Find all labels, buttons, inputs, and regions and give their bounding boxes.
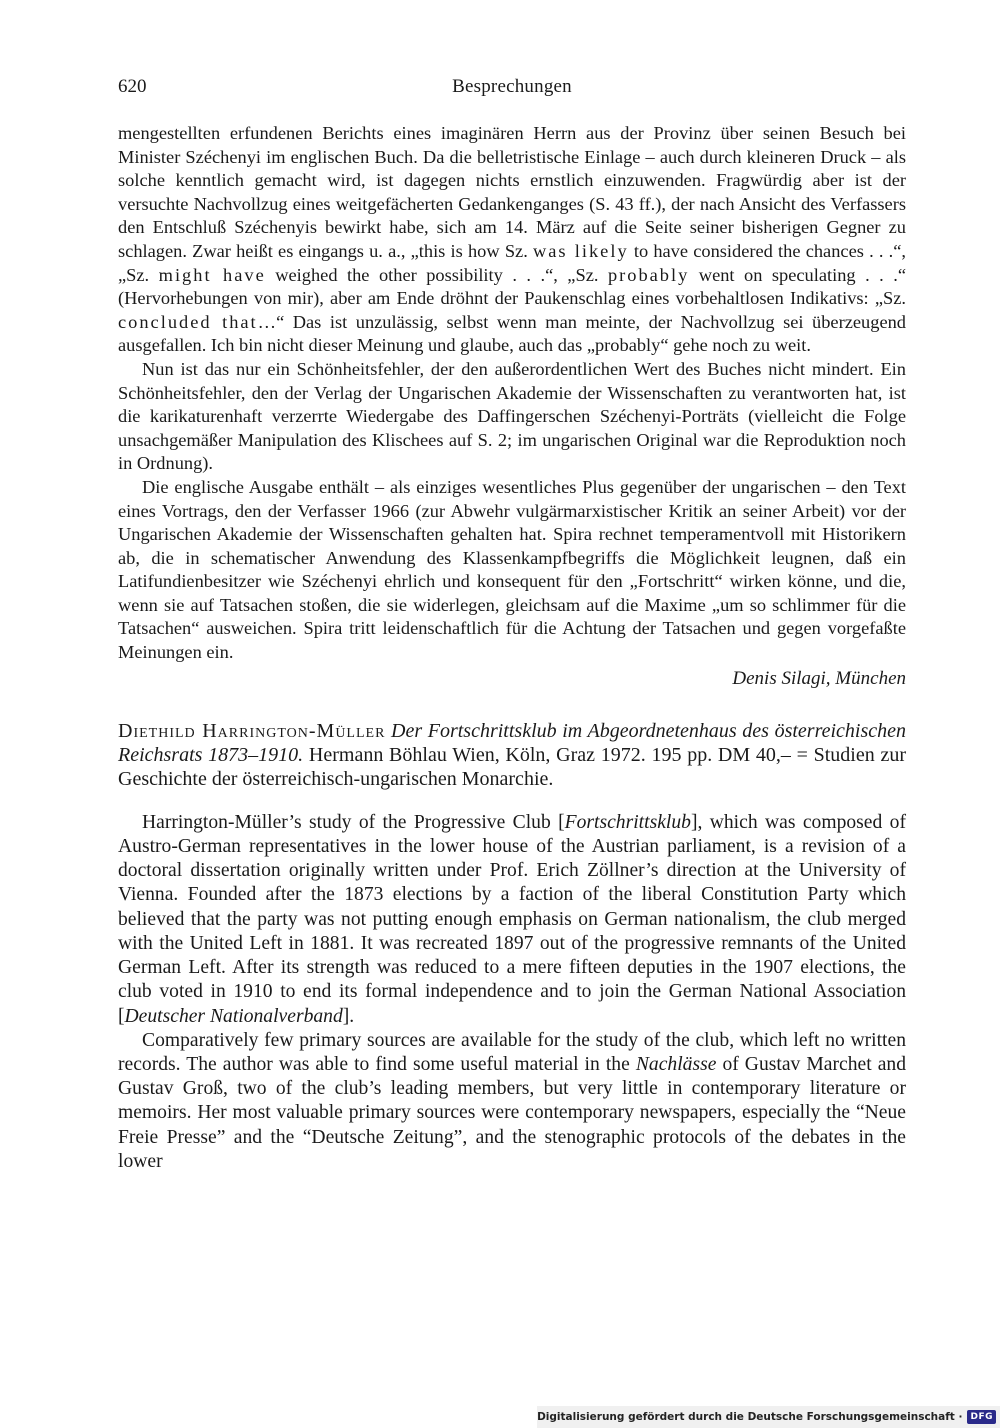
spaced-emphasis: was likely [532, 240, 629, 261]
article-body [118, 122, 906, 1174]
review1-paragraph-3: Die englische Ausgabe enthält – als einziges wesentliches Plus gegenüber der ungarischen – den Text eines Vortrags, den der Verfasser 1966 (zur Abwehr vulgärmarxistischer Kritik an seiner Arbeit) vor der Ungarischen Akademie der Wissenschaften gehalten hat. Spira rechnet temperamentvoll mit Historikern ab, die in schematischer Anwendung des Klassenkampfbegriffs die Möglichkeit leugnen, daß ein Latifundienbesitzer wie Széchenyi ehrlich und konsequent für den „Fortschritt“ wirken könne, und die, wenn sie auf Tatsachen stoßen, die sie widerlegen, gleichsam auf die Maxime „um so schlimmer für die Tatsachen“ ausweichen. Spira tritt leidenschaftlich für die Achtung der Tatsachen und gegen vorgefaßte Meinungen ein. [118, 476, 906, 663]
text-run: Harrington-Müller’s study of the Progressive Club [ [142, 811, 565, 833]
text-run: ], which was composed of Austro-German representatives in the lower house of the Austrian parliament, is a revision of a doctoral dissertation originally written under Prof. Erich Zöllner’s direction at the University of Vienna. Founded after the 1873 elections by a faction of the liberal Constitution Party which believed that the party was not putting enough emphasis on German nationalism, the club merged with the United Left in 1881. It was recreated 1897 out of the progressive remnants of the United German Left. After its strength was reduced to a mere fifteen deputies in the 1907 elections, the club voted in 1910 to end its formal independence and to join the German National Association [ [118, 811, 906, 1027]
review2-paragraph-2 [118, 1029, 906, 1174]
text-run: ]. [342, 1005, 355, 1027]
text-run: of Gustav Marchet and Gustav Groß, two of the club’s leading members, but very little in contemporary literature or memoirs. Her most valuable primary sources were contemporary newspapers, especially the “Neue Freie Presse” and the “Deutsche Zeitung”, and the stenographic protocols of the debates in the lower [118, 1053, 906, 1172]
footer-text: Digitalisierung gefördert durch die Deutsche Forschungsgemeinschaft · [537, 1411, 963, 1423]
text-run: mengestellten erfundenen Berichts eines imaginären Herrn aus der Provinz über seinen Besuch bei Minister Széchenyi im englischen Buch. Da die belletristische Einlage – auch durch kleineren Druck – als solche kenntlich gemacht wird, ist dagegen nichts ernstlich einzuwenden. Fragwürdig aber ist der versuchte Nachvollzug eines weitgefächerten Gedankenganges (S. 43 ff.), der nach Ansicht des Verfassers den Entschluß Széchenyis bewirkt habe, sich am 14. März auf die Seite seiner bisherigen Gegner zu schlagen. Zwar heißt es eingangs u. a., „this is how Sz. [118, 123, 906, 261]
page-number: 620 [118, 76, 147, 97]
citation-title: Der Fortschrittsklub im Abgeordnetenhaus des österreichischen Reichsrats 1873–1910. [118, 719, 907, 767]
digitization-footer [537, 1406, 1000, 1428]
text-run: Comparatively few primary sources are available for the study of the club, which left no written records. The author was able to find some useful material in the [118, 1029, 906, 1075]
citation-author: Diethild Harrington-Müller [118, 719, 386, 742]
text-run: went on speculating . . .“ (Hervorhebungen von mir), aber am Ende dröhnt der Paukenschlag eines vorbehaltlosen Indikativs: „Sz. [118, 264, 907, 309]
italic-term: Deutscher Nationalverband [124, 1005, 343, 1027]
review1-paragraph-1 [118, 122, 906, 358]
review1-paragraph-2: Nun ist das nur ein Schönheitsfehler, der den außerordentlichen Wert des Buches nicht mindert. Ein Schönheitsfehler, den der Verlag der Ungarischen Akademie der Wissenschaften zu verantworten hat, ist die karikaturenhaft verzerrte Wiedergabe des Daffingerschen Széchenyi-Porträts (vielleicht die Folge unsachgemäßer Manipulation des Klischees auf S. 2; im ungarischen Original war die Reproduktion noch in Ordnung). [118, 358, 906, 474]
text-run: weighed the other possibility . . .“, „Sz. [265, 264, 608, 285]
book-citation [118, 719, 906, 792]
italic-term: Nachlässe [635, 1053, 717, 1075]
text-run: …“ Das ist unzulässig, selbst wenn man meinte, der Nachvollzug sei überzeugend ausgefallen. Ich bin nicht dieser Meinung und glaube, auch das „probably“ gehe noch zu weit. [118, 311, 906, 356]
running-head: Besprechungen [452, 76, 572, 97]
page-header [118, 76, 906, 102]
reviewer-signature: Denis Silagi, München [732, 667, 906, 689]
italic-term: Fortschrittsklub [564, 811, 691, 833]
spaced-emphasis: probably [607, 264, 690, 285]
citation-publication: Hermann Böhlau Wien, Köln, Graz 1972. 195 pp. DM 40,– = Studien zur Geschichte der österreichisch-ungarischen Monarchie. [118, 744, 907, 791]
review2-paragraph-1 [118, 811, 906, 1029]
spaced-emphasis: might have [158, 264, 266, 285]
dfg-logo-icon: DFG [967, 1410, 996, 1424]
text-run: to have considered the chances . . .“, „Sz. [118, 240, 906, 285]
spaced-emphasis: concluded that [118, 311, 258, 332]
